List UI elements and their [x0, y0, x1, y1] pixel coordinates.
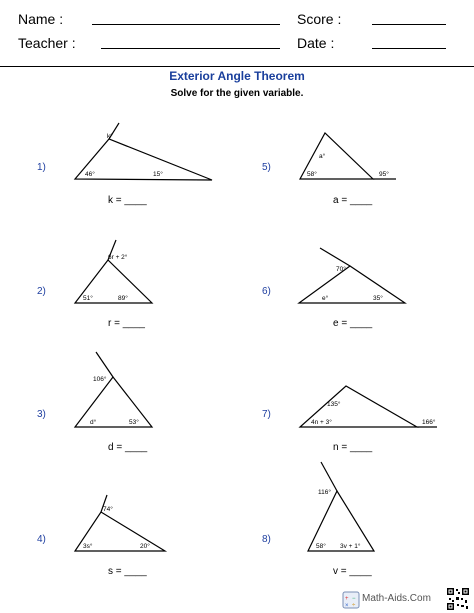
angle-label: 3s° [83, 543, 93, 550]
svg-text:÷: ÷ [352, 603, 356, 609]
svg-text:+: + [345, 596, 349, 602]
angle-label: 58° [307, 171, 317, 178]
footer [340, 586, 474, 613]
triangle-figure-7 [300, 386, 437, 427]
footer-site-text: Math-Aids.Com [362, 593, 431, 604]
triangle-figure-4 [75, 495, 165, 551]
worksheet-instructions: Solve for the given variable. [170, 88, 304, 99]
problem-number: 2) [37, 286, 46, 297]
angle-label: 20° [140, 543, 150, 550]
angle-label: 70° [336, 266, 346, 273]
angle-label: 89° [118, 295, 128, 302]
qr-code-icon [446, 587, 470, 611]
problem-number: 7) [262, 409, 271, 420]
angle-label: 53° [129, 419, 139, 426]
angle-label: 3v + 1° [340, 543, 361, 550]
name-label: Name : [18, 11, 64, 27]
svg-text:−: − [352, 596, 356, 602]
problem-number: 8) [262, 534, 271, 545]
answer-blank[interactable]: e = ____ [333, 318, 373, 329]
problem-number: 6) [262, 286, 271, 297]
math-aids-logo-icon [342, 591, 360, 609]
triangle-figure-3 [75, 352, 152, 427]
triangle-figure-1 [75, 123, 212, 180]
angle-label: 4n + 3° [311, 419, 332, 426]
angle-label: 166° [422, 419, 436, 426]
problem-number: 1) [37, 162, 46, 173]
answer-blank[interactable]: v = ____ [333, 566, 372, 577]
answer-blank[interactable]: n = ____ [333, 442, 373, 453]
svg-text:×: × [345, 603, 349, 609]
angle-label: 95° [379, 171, 389, 178]
triangle-figure-5 [300, 133, 396, 179]
answer-blank[interactable]: r = ____ [108, 318, 145, 329]
triangle-figure-2 [75, 240, 152, 303]
angle-label: d° [90, 419, 97, 426]
answer-blank[interactable]: k = ____ [108, 195, 147, 206]
teacher-label: Teacher : [18, 35, 76, 51]
date-label: Date : [297, 35, 335, 51]
triangle-figure-6 [299, 248, 405, 303]
problem-number: 4) [37, 534, 46, 545]
angle-label: e° [322, 295, 329, 302]
angle-label: 35° [373, 295, 383, 302]
angle-label: k° [107, 133, 113, 140]
angle-label: 6r + 2° [108, 254, 128, 261]
score-label: Score : [297, 11, 342, 27]
angle-label: 51° [83, 295, 93, 302]
worksheet-title: Exterior Angle Theorem [169, 69, 305, 83]
angle-label: 135° [327, 401, 341, 408]
angle-label: 74° [103, 506, 113, 513]
problem-number: 5) [262, 162, 271, 173]
angle-label: 58° [316, 543, 326, 550]
angle-label: 106° [93, 376, 107, 383]
problem-number: 3) [37, 409, 46, 420]
answer-blank[interactable]: a = ____ [333, 195, 373, 206]
answer-blank[interactable]: d = ____ [108, 442, 148, 453]
angle-label: 46° [85, 171, 95, 178]
triangle-figure-8 [308, 462, 374, 551]
angle-label: 116° [318, 489, 331, 496]
angle-label: a° [319, 153, 326, 160]
angle-label: 15° [153, 171, 163, 178]
answer-blank[interactable]: s = ____ [108, 566, 147, 577]
